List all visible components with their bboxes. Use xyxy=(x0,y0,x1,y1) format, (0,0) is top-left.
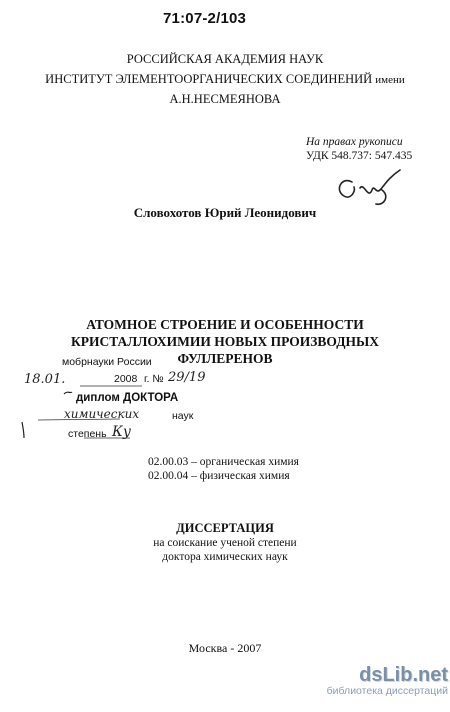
thesis-title-line-1: АТОМНОЕ СТРОЕНИЕ И ОСОБЕННОСТИ xyxy=(86,317,364,332)
dissertation-purpose: на соискание ученой степени xyxy=(153,537,297,549)
institute-name-text: ИНСТИТУТ ЭЛЕМЕНТООРГАНИЧЕСКИХ СОЕДИНЕНИЙ xyxy=(45,72,373,86)
registration-stamp xyxy=(20,350,230,450)
institute-name xyxy=(0,72,450,88)
watermark-subtitle: библиотека диссертаций xyxy=(326,685,448,697)
dissertation-label: ДИССЕРТАЦИЯ xyxy=(176,521,274,535)
manuscript-rights: На правах рукописи xyxy=(306,136,403,148)
udk-code: УДК 548.737: 547.435 xyxy=(306,150,413,162)
institute-namesake: А.Н.НЕСМЕЯНОВА xyxy=(169,92,281,106)
stamp-year: 2008 xyxy=(114,373,138,385)
city-year: Москва - 2007 xyxy=(188,641,262,655)
thesis-title-line-2: КРИСТАЛЛОХИМИИ НОВЫХ ПРОИЗВОДНЫХ xyxy=(70,334,380,349)
stamp-science-field: химических xyxy=(64,407,140,421)
handwritten-signature xyxy=(330,160,420,210)
institute-name-suffix: имени xyxy=(375,74,405,86)
stamp-number: 29/19 xyxy=(168,370,206,385)
academy-name: РОССИЙСКАЯ АКАДЕМИЯ НАУК xyxy=(126,52,324,66)
specialty-2: 02.00.04 – физическая химия xyxy=(148,470,290,482)
stamp-ministry: мобрнауки России xyxy=(62,356,152,368)
stamp-science-suffix: наук xyxy=(172,410,194,422)
stamp-diploma: диплом ДОКТОРА xyxy=(76,392,179,404)
thesis-title-line-3: ФУЛЛЕРЕНОВ xyxy=(177,351,273,366)
stamp-degree-label: степень xyxy=(68,428,107,440)
dissertation-degree: доктора химических наук xyxy=(162,551,288,563)
stamp-date: 18.01. xyxy=(24,372,66,387)
author-name: Словохотов Юрий Леонидович xyxy=(133,205,317,220)
watermark-logo: dsLib.net xyxy=(359,664,448,686)
specialty-1: 02.00.03 – органическая химия xyxy=(148,456,299,468)
stamp-initials: Ку xyxy=(112,424,131,440)
archive-code: 71:07-2/103 xyxy=(163,10,247,27)
watermark xyxy=(308,664,448,697)
stamp-number-label: г. № xyxy=(144,373,164,385)
